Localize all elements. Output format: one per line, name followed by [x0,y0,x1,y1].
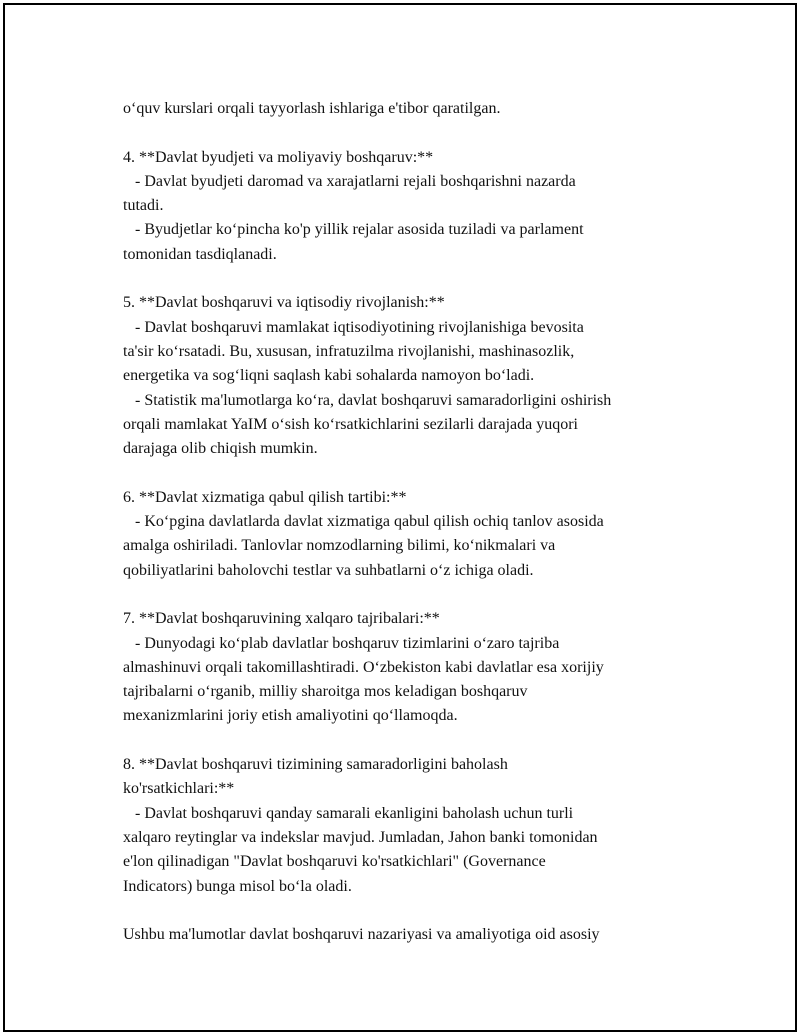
section-heading: 7. **Davlat boshqaruvining xalqaro tajribalari:** [123,610,440,628]
text-line: amalga oshiriladi. Tanlovlar nomzodlarning bilimi, ko‘nikmalari va [123,537,556,555]
text-line: - Dunyodagi ko‘plab davlatlar boshqaruv tizimlarini o‘zaro tajriba [123,634,560,652]
text-line: ta'sir ko‘rsatadi. Bu, xususan, infratuzilma rivojlanishi, mashinasozlik, [123,342,575,360]
text-line: orqali mamlakat YaIM o‘sish ko‘rsatkichlarini sezilarli darajada yuqori [123,415,578,433]
text-line: - Davlat boshqaruvi qanday samarali ekanligini baholash uchun turli [123,804,574,822]
text-line: tajribalarni o‘rganib, milliy sharoitga mos keladigan boshqaruv [123,683,528,701]
section-heading: 5. **Davlat boshqaruvi va iqtisodiy rivojlanish:** [123,294,445,312]
paragraph-gap [123,267,693,291]
text-line: - Davlat byudjeti daromad va xarajatlarni rejali boshqarishni nazarda [123,172,576,190]
text-line: e'lon qilinadigan "Davlat boshqaruvi ko'rsatkichlari" (Governance [123,853,546,871]
section-heading: 8. **Davlat boshqaruvi tizimining samaradorligini baholash [123,756,508,774]
text-line: - Ko‘pgina davlatlarda davlat xizmatiga qabul qilish ochiq tanlov asosida [123,513,604,531]
section-7 [123,607,693,728]
text-line: tutadi. [123,197,164,215]
text-line: darajaga olib chiqish mumkin. [123,440,318,458]
paragraph-gap [123,461,693,485]
section-8 [123,753,693,899]
text-line: - Statistik ma'lumotlarga ko‘ra, davlat boshqaruvi samaradorligini oshirish [123,391,612,409]
text-line: o‘quv kurslari orqali tayyorlash ishlariga e'tibor qaratilgan. [123,100,501,117]
paragraph-intro-tail [123,97,693,121]
text-line: mexanizmlarini joriy etish amaliyotini qo‘llamoqda. [123,707,458,725]
paragraph-closing [123,923,693,947]
text-line: Indicators) bunga misol bo‘la oladi. [123,877,352,895]
paragraph-gap [123,729,693,753]
text-line: tomonidan tasdiqlanadi. [123,245,277,263]
paragraph-gap [123,899,693,923]
section-6 [123,486,693,583]
paragraph-gap [123,583,693,607]
section-heading: ko'rsatkichlari:** [123,780,235,798]
paragraph-gap [123,121,693,145]
text-line: almashinuvi orqali takomillashtiradi. O‘zbekiston kabi davlatlar esa xorijiy [123,658,604,676]
section-4 [123,146,693,267]
text-line: energetika va sog‘liqni saqlash kabi sohalarda namoyon bo‘ladi. [123,367,535,385]
text-line: qobiliyatlarini baholovchi testlar va suhbatlarni o‘z ichiga oladi. [123,561,534,579]
page-frame [3,3,797,1032]
text-line: xalqaro reytinglar va indekslar mavjud. Jumladan, Jahon banki tomonidan [123,828,598,846]
text-line: - Byudjetlar ko‘pincha ko'p yillik rejalar asosida tuziladi va parlament [123,221,584,239]
section-heading: 4. **Davlat byudjeti va moliyaviy boshqaruv:** [123,148,434,166]
section-heading: 6. **Davlat xizmatiga qabul qilish tartibi:** [123,488,407,506]
text-line: - Davlat boshqaruvi mamlakat iqtisodiyotining rivojlanishiga bevosita [123,318,584,336]
document-body [123,97,693,947]
text-line: Ushbu ma'lumotlar davlat boshqaruvi nazariyasi va amaliyotiga oid asosiy [123,926,600,944]
section-5 [123,291,693,461]
